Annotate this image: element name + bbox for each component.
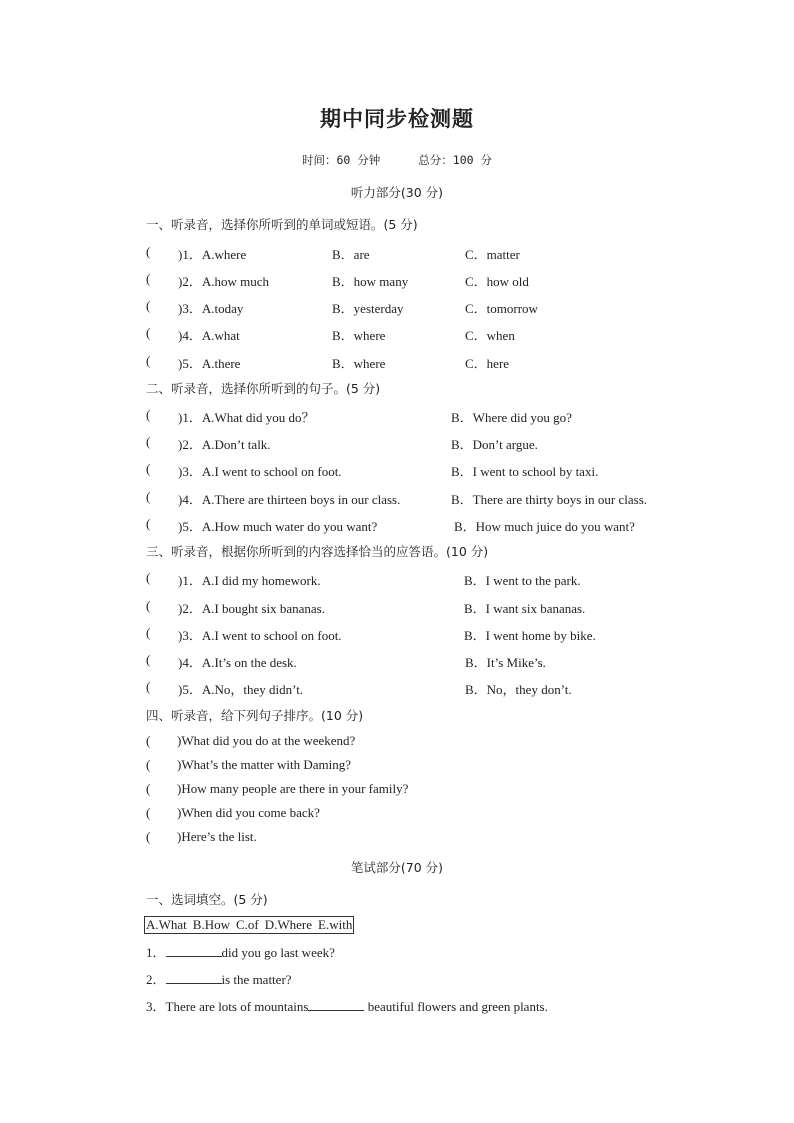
item-text: did you go last week? bbox=[221, 945, 335, 960]
option-b: B．where bbox=[332, 356, 386, 371]
ordering-sentence: )What’s the matter with Daming? bbox=[177, 757, 352, 772]
option-b: B．Don’t argue. bbox=[451, 437, 538, 452]
question-row bbox=[0, 353, 794, 373]
ordering-row bbox=[0, 781, 794, 801]
item-text: beautiful flowers and green plants. bbox=[364, 999, 548, 1014]
word-bank-option: B.How bbox=[192, 917, 230, 932]
answer-blank[interactable] bbox=[308, 998, 364, 1011]
section-1-heading: 一、听录音，选择你所听到的单词或短语。(5 分) bbox=[146, 217, 418, 232]
option-c: C．when bbox=[465, 328, 515, 343]
ordering-row bbox=[0, 757, 794, 777]
answer-paren: ( bbox=[146, 407, 151, 422]
word-bank-option: D.Where bbox=[264, 917, 313, 932]
item-number: 2． bbox=[146, 972, 166, 987]
question-row bbox=[0, 244, 794, 264]
word-bank-box bbox=[144, 916, 354, 934]
question-row bbox=[0, 298, 794, 318]
ordering-row bbox=[0, 805, 794, 825]
option-a: )5．A.No，they didn’t. bbox=[178, 682, 304, 697]
written-part-heading: 笔试部分(70 分) bbox=[350, 860, 444, 875]
item-number: 3． bbox=[146, 999, 166, 1014]
option-c: C．how old bbox=[465, 274, 529, 289]
item-number: 1． bbox=[146, 945, 166, 960]
answer-paren: ( bbox=[146, 652, 151, 667]
question-row bbox=[0, 325, 794, 345]
option-b: B．How much juice do you want? bbox=[454, 519, 635, 534]
total-score-info: 总分：100 分 bbox=[418, 153, 492, 167]
word-bank-option: A.What bbox=[146, 917, 187, 932]
option-a: )2．A.I bought six bananas. bbox=[178, 601, 325, 616]
option-a: )2．A.how much bbox=[178, 274, 269, 289]
section-2-heading: 二、听录音，选择你所听到的句子。(5 分) bbox=[146, 381, 381, 396]
question-row bbox=[0, 516, 794, 536]
answer-paren: ( bbox=[146, 461, 151, 476]
ordering-sentence: )What did you do at the weekend? bbox=[177, 733, 356, 748]
answer-paren: ( bbox=[146, 271, 151, 286]
question-row bbox=[0, 271, 794, 291]
section-3-heading: 三、听录音，根据你所听到的内容选择恰当的应答语。(10 分) bbox=[146, 544, 489, 559]
ordering-sentence: )When did you come back? bbox=[177, 805, 320, 820]
exam-meta bbox=[0, 152, 794, 168]
question-row bbox=[0, 598, 794, 618]
answer-paren: ( bbox=[146, 598, 151, 613]
option-b: B．No，they don’t. bbox=[465, 682, 572, 697]
option-b: B．where bbox=[332, 328, 386, 343]
answer-paren: ( bbox=[146, 353, 151, 368]
question-row bbox=[0, 570, 794, 590]
question-row bbox=[0, 461, 794, 481]
ordering-sentence: )How many people are there in your family? bbox=[177, 781, 409, 796]
option-b: B．I went to school by taxi. bbox=[451, 464, 599, 479]
option-a: )1．A.I did my homework. bbox=[178, 573, 321, 588]
answer-paren: ( bbox=[146, 244, 151, 259]
option-b: B．I went to the park. bbox=[464, 573, 581, 588]
question-row bbox=[0, 625, 794, 645]
option-b: B．I went home by bike. bbox=[464, 628, 596, 643]
item-text: is the matter? bbox=[221, 972, 292, 987]
option-a: )1．A.What did you do？ bbox=[178, 410, 315, 425]
answer-blank[interactable] bbox=[166, 971, 222, 984]
option-a: )4．A.It’s on the desk. bbox=[178, 655, 297, 670]
option-b: B．It’s Mike’s. bbox=[465, 655, 546, 670]
option-a: )3．A.today bbox=[178, 301, 244, 316]
answer-paren: ( bbox=[146, 829, 151, 844]
option-b: B．There are thirty boys in our class. bbox=[451, 492, 648, 507]
answer-paren: ( bbox=[146, 781, 151, 796]
option-b: B．I want six bananas. bbox=[464, 601, 586, 616]
ordering-row bbox=[0, 829, 794, 849]
answer-paren: ( bbox=[146, 679, 151, 694]
option-b: B．are bbox=[332, 247, 370, 262]
ordering-row bbox=[0, 733, 794, 753]
question-row bbox=[0, 407, 794, 427]
option-c: C．here bbox=[465, 356, 510, 371]
listening-part-heading: 听力部分(30 分) bbox=[350, 185, 444, 200]
question-row bbox=[0, 489, 794, 509]
answer-blank[interactable] bbox=[166, 944, 222, 957]
section-4-heading: 四、听录音，给下列句子排序。(10 分) bbox=[146, 708, 364, 723]
option-c: C．matter bbox=[465, 247, 520, 262]
option-b: B．Where did you go? bbox=[451, 410, 572, 425]
option-b: B．how many bbox=[332, 274, 409, 289]
page-title: 期中同步检测题 bbox=[320, 107, 474, 131]
option-a: )3．A.I went to school on foot. bbox=[178, 628, 342, 643]
option-c: C．tomorrow bbox=[465, 301, 538, 316]
answer-paren: ( bbox=[146, 757, 151, 772]
answer-paren: ( bbox=[146, 570, 151, 585]
option-a: )5．A.How much water do you want? bbox=[178, 519, 378, 534]
option-a: )4．A.There are thirteen boys in our class. bbox=[178, 492, 401, 507]
answer-paren: ( bbox=[146, 805, 151, 820]
question-row bbox=[0, 652, 794, 672]
answer-paren: ( bbox=[146, 298, 151, 313]
option-a: )1．A.where bbox=[178, 247, 247, 262]
question-row bbox=[0, 434, 794, 454]
item-text-before: There are lots of mountains bbox=[165, 999, 309, 1014]
option-a: )2．A.Don’t talk. bbox=[178, 437, 271, 452]
option-b: B．yesterday bbox=[332, 301, 404, 316]
option-a: )5．A.there bbox=[178, 356, 241, 371]
option-a: )4．A.what bbox=[178, 328, 240, 343]
option-a: )3．A.I went to school on foot. bbox=[178, 464, 342, 479]
answer-paren: ( bbox=[146, 434, 151, 449]
answer-paren: ( bbox=[146, 733, 151, 748]
fill-in-item bbox=[146, 942, 335, 961]
word-bank-option: E.with bbox=[318, 917, 353, 932]
question-row bbox=[0, 679, 794, 699]
time-info: 时间：60 分钟 bbox=[302, 153, 381, 167]
answer-paren: ( bbox=[146, 516, 151, 531]
word-bank-option: C.of bbox=[236, 917, 259, 932]
written-section-1-heading: 一、选词填空。(5 分) bbox=[146, 892, 268, 907]
answer-paren: ( bbox=[146, 325, 151, 340]
answer-paren: ( bbox=[146, 489, 151, 504]
fill-in-item bbox=[146, 969, 292, 988]
fill-in-item bbox=[146, 996, 548, 1015]
answer-paren: ( bbox=[146, 625, 151, 640]
ordering-sentence: )Here’s the list. bbox=[177, 829, 257, 844]
